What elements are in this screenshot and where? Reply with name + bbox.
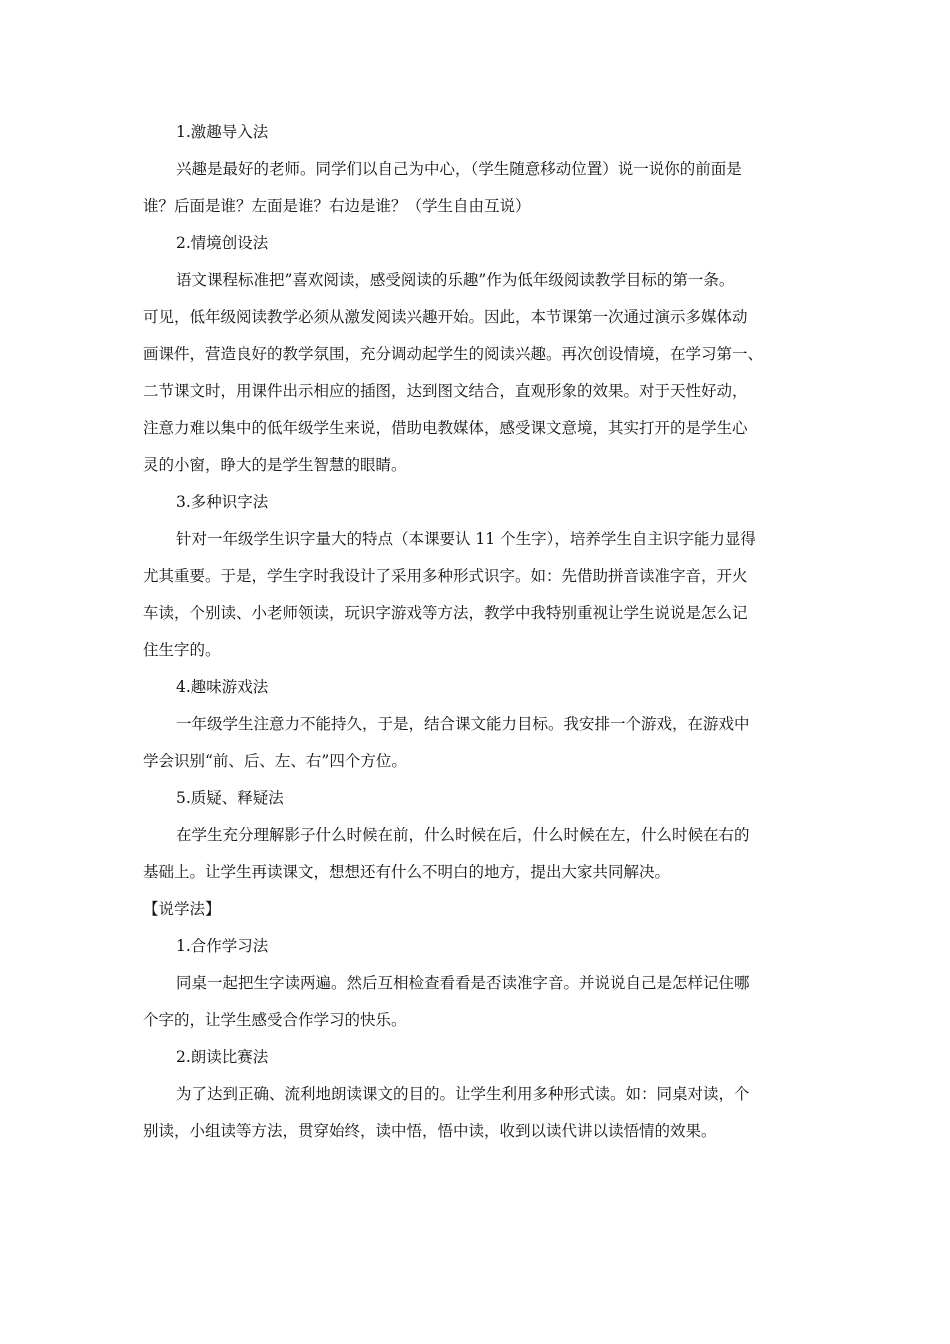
paragraph-line: 注意力难以集中的低年级学生来说，借助电教媒体，感受课文意境，其实打开的是学生心 bbox=[143, 419, 748, 437]
paragraph-line: 画课件，营造良好的教学氛围，充分调动起学生的阅读兴趣。再次创设情境，在学习第一、 bbox=[143, 345, 764, 363]
section-label: 【说学法】 bbox=[143, 900, 221, 918]
paragraph-line: 尤其重要。于是，学生字时我设计了采用多种形式识字。如：先借助拼音读准字音，开火 bbox=[143, 567, 748, 585]
paragraph-line: 车读，个别读、小老师领读，玩识字游戏等方法，教学中我特别重视让学生说说是怎么记 bbox=[143, 604, 748, 622]
paragraph-line: 同桌一起把生字读两遍。然后互相检查看看是否读准字音。并说说自己是怎样记住哪 bbox=[176, 974, 750, 992]
paragraph-line: 二节课文时，用课件出示相应的插图，达到图文结合，直观形象的效果。对于天性好动， bbox=[143, 382, 748, 400]
paragraph-line: 针对一年级学生识字量大的特点（本课要认 11 个生字），培养学生自主识字能力显得 bbox=[176, 530, 756, 548]
paragraph-line: 个字的，让学生感受合作学习的快乐。 bbox=[143, 1011, 407, 1029]
paragraph-line: 一年级学生注意力不能持久，于是，结合课文能力目标。我安排一个游戏，在游戏中 bbox=[176, 715, 750, 733]
section-heading: 2.情境创设法 bbox=[176, 234, 269, 252]
paragraph-line: 住生字的。 bbox=[143, 641, 221, 659]
paragraph-line: 可见，低年级阅读教学必须从激发阅读兴趣开始。因此，本节课第一次通过演示多媒体动 bbox=[143, 308, 748, 326]
paragraph-line: 谁？后面是谁？左面是谁？右边是谁？（学生自由互说） bbox=[143, 197, 531, 215]
paragraph-line: 语文课程标准把”喜欢阅读，感受阅读的乐趣”作为低年级阅读教学目标的第一条。 bbox=[176, 271, 735, 289]
section-heading: 2.朗读比赛法 bbox=[176, 1048, 269, 1066]
section-heading: 1.合作学习法 bbox=[176, 937, 269, 955]
paragraph-line: 学会识别“前、后、左、右”四个方位。 bbox=[143, 752, 407, 770]
paragraph bbox=[143, 529, 807, 660]
section-heading: 1.激趣导入法 bbox=[176, 123, 269, 141]
section-heading: 4.趣味游戏法 bbox=[176, 678, 269, 696]
paragraph bbox=[143, 825, 807, 882]
paragraph-line: 别读，小组读等方法，贯穿始终，读中悟，悟中读，收到以读代讲以读悟情的效果。 bbox=[143, 1122, 717, 1140]
section-heading: 3.多种识字法 bbox=[176, 493, 269, 511]
paragraph-line: 基础上。让学生再读课文，想想还有什么不明白的地方，提出大家共同解决。 bbox=[143, 863, 671, 881]
paragraph bbox=[143, 159, 807, 216]
paragraph bbox=[143, 714, 807, 771]
document-body bbox=[143, 122, 807, 1158]
paragraph-line: 在学生充分理解影子什么时候在前，什么时候在后，什么时候在左，什么时候在右的 bbox=[176, 826, 750, 844]
paragraph-line: 为了达到正确、流利地朗读课文的目的。让学生利用多种形式读。如：同桌对读，个 bbox=[176, 1085, 750, 1103]
paragraph-line: 灵的小窗，睁大的是学生智慧的眼睛。 bbox=[143, 456, 407, 474]
paragraph bbox=[143, 1084, 807, 1141]
section-heading: 5.质疑、释疑法 bbox=[176, 789, 284, 807]
paragraph-line: 兴趣是最好的老师。同学们以自己为中心，（学生随意移动位置）说一说你的前面是 bbox=[176, 160, 742, 178]
paragraph bbox=[143, 973, 807, 1030]
paragraph bbox=[143, 270, 807, 475]
